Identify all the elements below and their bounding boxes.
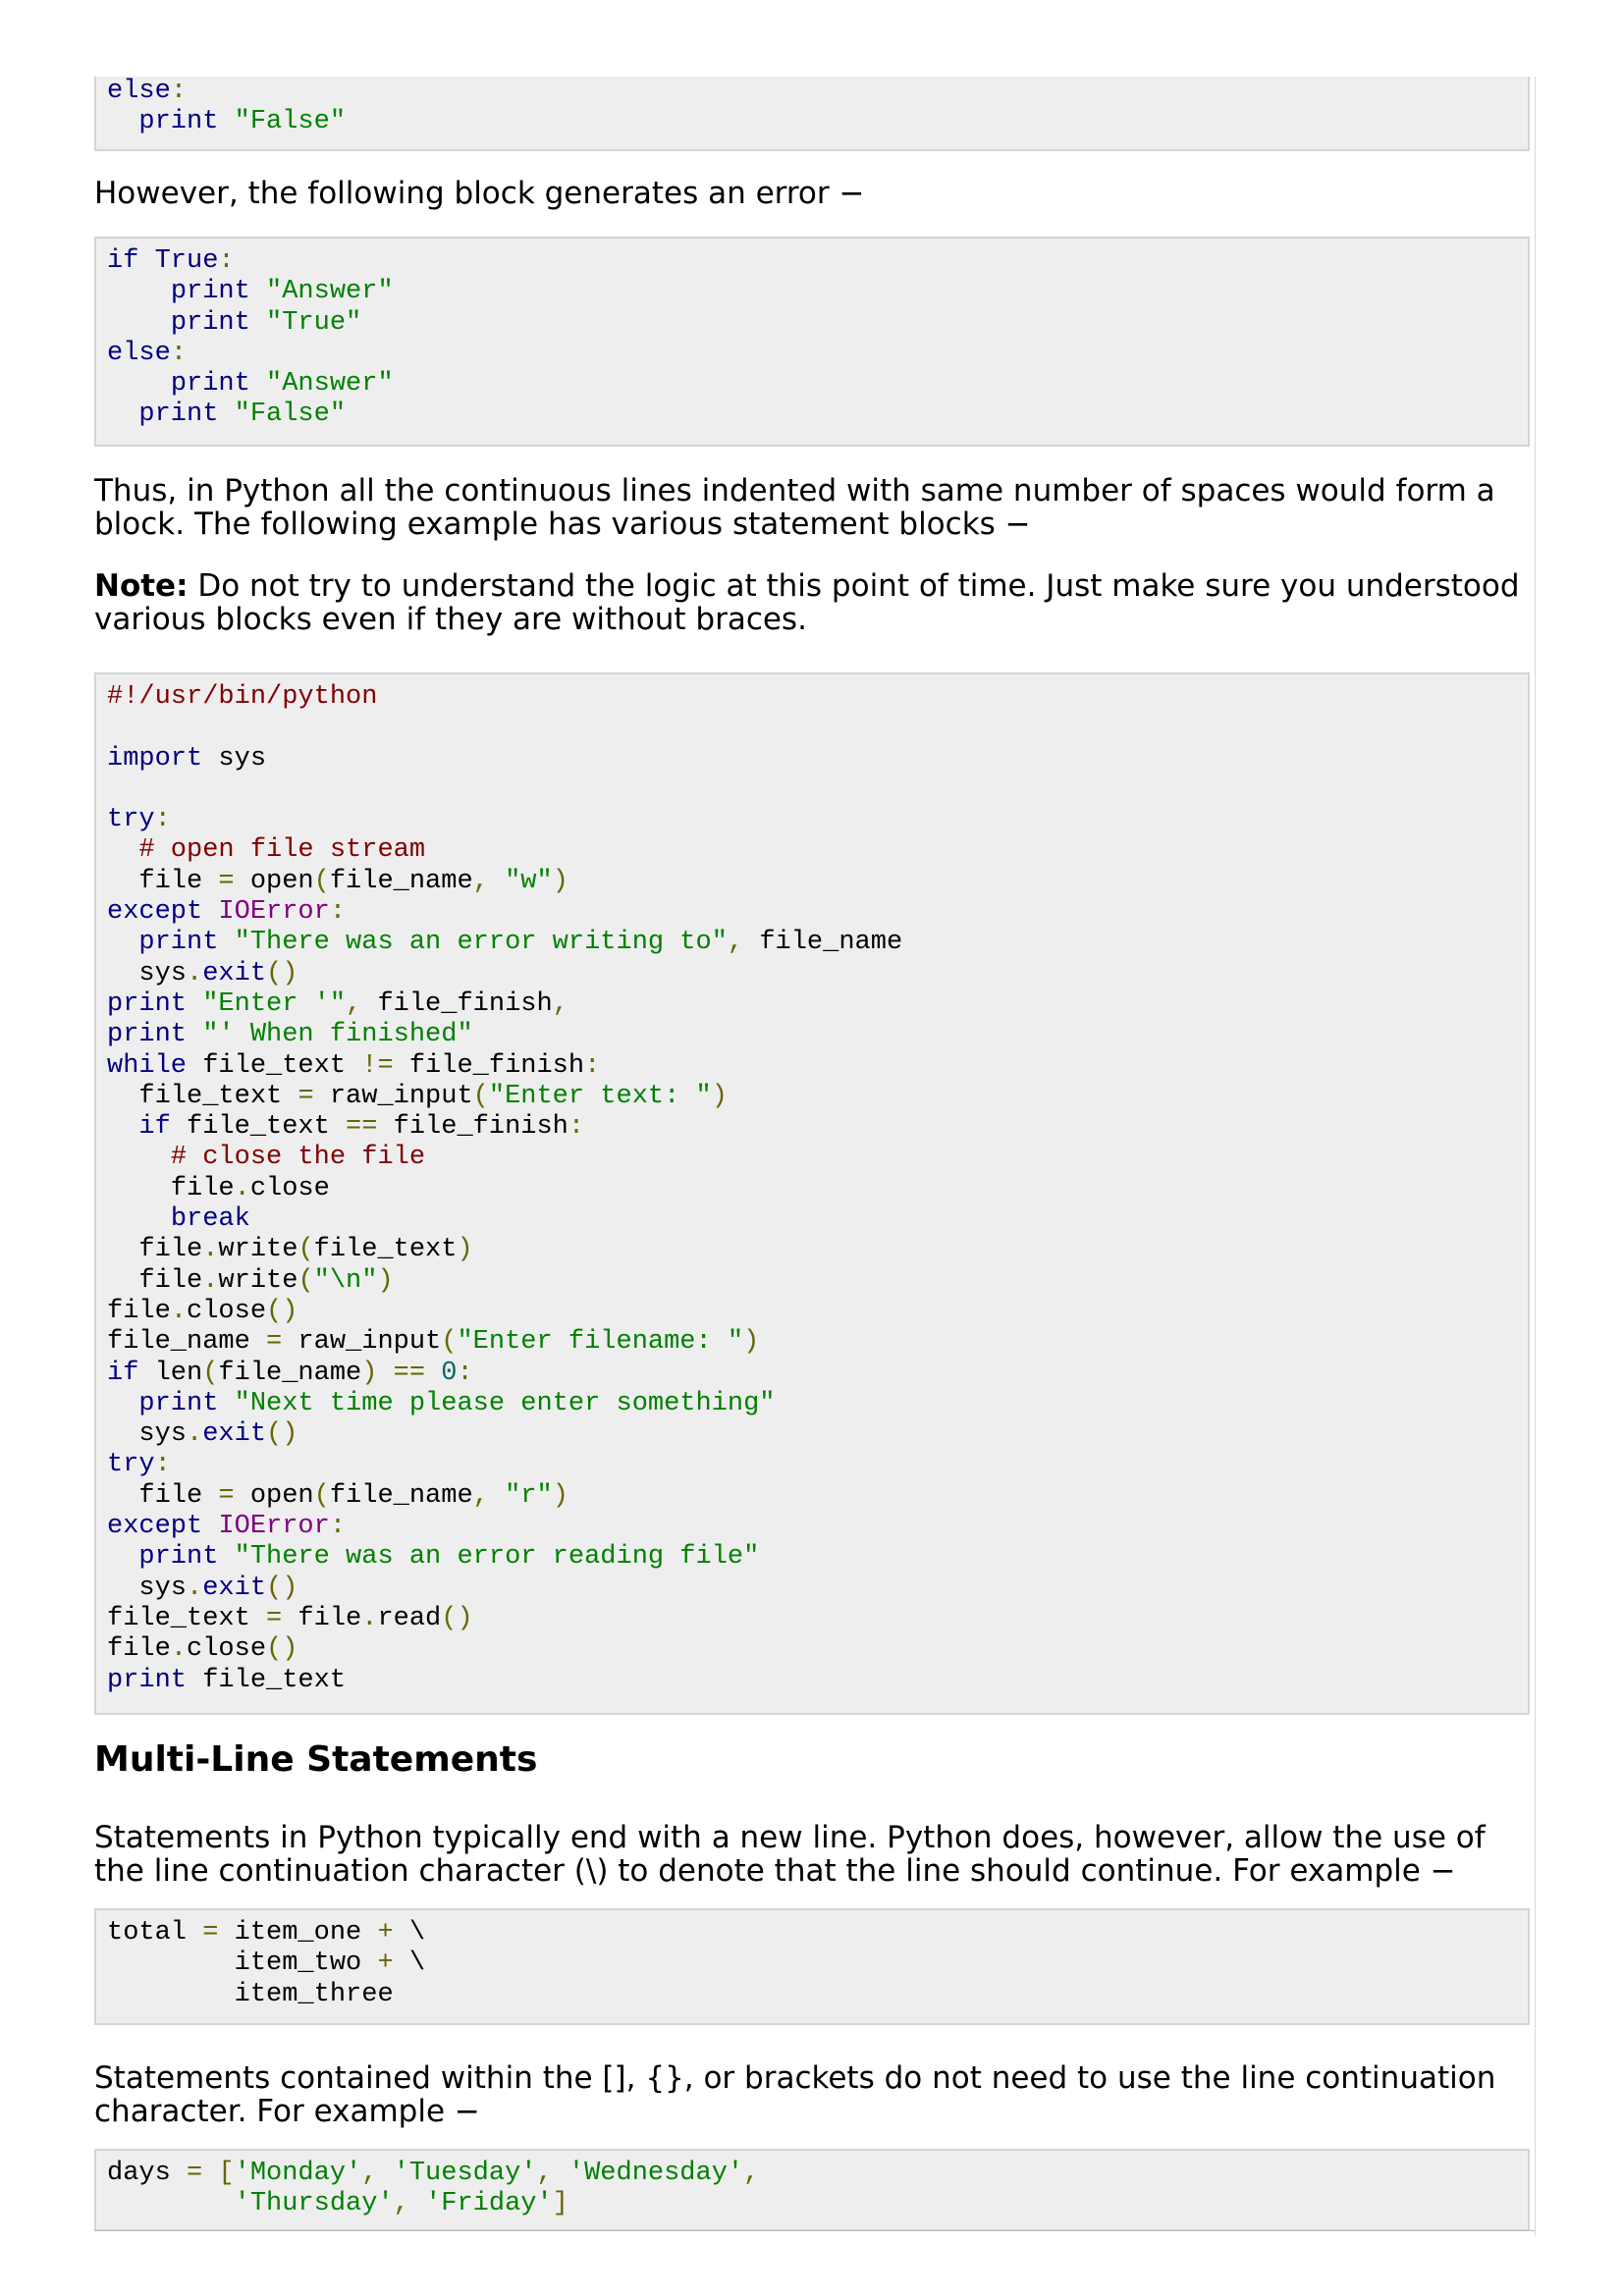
code-token: except [107, 1512, 203, 1542]
code-token: ( [298, 1235, 314, 1265]
code-token: , [472, 1480, 489, 1511]
code-block-if-true [94, 237, 1530, 447]
code-line [107, 1266, 1517, 1297]
code-token: total [107, 1918, 203, 1948]
code-token: file_name [743, 928, 903, 958]
code-token: IOError [218, 897, 330, 928]
code-token: "' When finished" [202, 1020, 473, 1050]
code-token: print [107, 1665, 188, 1695]
code-token: + [377, 1918, 394, 1948]
code-token: sys [107, 1573, 188, 1603]
code-token [187, 1020, 202, 1049]
code-token: "False" [234, 107, 347, 137]
code-line [107, 774, 1517, 805]
code-token: else [107, 338, 171, 368]
code-token: ) [552, 1480, 568, 1511]
paragraph-error-intro: However, the following block generates an error − [94, 176, 865, 211]
code-token: "There was an error reading file" [234, 1542, 760, 1573]
code-token [107, 1143, 171, 1172]
code-line [107, 107, 1517, 137]
code-token: file_text [170, 1112, 347, 1143]
code-token: open [234, 1480, 314, 1511]
code-token: ( [313, 866, 330, 896]
code-token: except [107, 897, 203, 928]
code-token: file [107, 1480, 219, 1511]
code-token: print [138, 107, 219, 137]
code-token: [ [218, 2159, 235, 2188]
code-token: : [457, 1358, 473, 1388]
paragraph-blocks-explanation: Thus, in Python all the continuous lines indented with same number of spaces would form a block. The following example has various statement blocks − [94, 473, 1495, 542]
code-line [107, 1980, 1517, 2010]
code-token: . [187, 1573, 203, 1603]
code-line [107, 1020, 1517, 1050]
code-token: ) [743, 1327, 760, 1358]
note-label: Note: [94, 568, 189, 604]
code-line [107, 989, 1517, 1020]
code-token: ( [472, 1081, 489, 1111]
code-token: "There was an error writing to" [234, 928, 728, 958]
code-token: file_text [107, 1603, 267, 1633]
code-token: ) [711, 1081, 728, 1111]
code-token: print [138, 400, 219, 430]
code-token: if [107, 1358, 139, 1388]
code-token: \ [393, 1949, 426, 1979]
code-token: : [170, 77, 188, 106]
code-token: days [107, 2159, 188, 2188]
paragraph-note [94, 570, 1535, 636]
code-token: exit [202, 958, 267, 988]
code-line [107, 835, 1517, 866]
code-line [107, 400, 1517, 430]
code-token: raw_input [313, 1081, 473, 1111]
code-token: , [552, 988, 568, 1019]
code-token: "True" [266, 307, 362, 338]
code-token: "Enter filename: " [457, 1327, 744, 1358]
code-token: print [107, 988, 188, 1019]
code-line [107, 1949, 1517, 1979]
code-line [107, 1542, 1517, 1573]
code-token [553, 2159, 568, 2188]
code-token: \ [393, 1918, 426, 1948]
code-token: file [107, 1296, 171, 1326]
code-token: close [249, 1173, 330, 1203]
code-token [409, 2189, 425, 2218]
code-line [107, 1604, 1517, 1634]
code-token [107, 928, 138, 957]
code-token: ( [313, 1480, 330, 1511]
code-token: print [138, 1542, 219, 1573]
code-line [107, 928, 1517, 958]
code-block-file-example [94, 672, 1530, 1715]
code-token [107, 369, 171, 399]
code-token [489, 1481, 505, 1511]
paragraph-line-continuation: Statements in Python typically end with a new line. Python does, however, allow the use of the line continuation character (\) to denote that the line should continue. For example − [94, 1820, 1486, 1889]
code-token: 'Monday' [234, 2159, 362, 2188]
code-token: file_name [218, 1358, 362, 1388]
code-token: . [170, 1634, 188, 1665]
code-token: ) [361, 1358, 378, 1388]
code-token: . [361, 1603, 378, 1633]
code-token: () [266, 1296, 298, 1326]
code-token: , [536, 2159, 553, 2188]
code-token: len [138, 1358, 203, 1388]
code-token: , [393, 2189, 409, 2219]
code-token: != [361, 1050, 394, 1081]
code-line [107, 1327, 1517, 1358]
code-line [107, 1204, 1517, 1235]
code-token: : [568, 1112, 585, 1143]
code-token: sys [107, 1419, 188, 1450]
code-token: 'Wednesday' [568, 2159, 744, 2188]
code-token: ] [552, 2189, 568, 2219]
code-token: sys [202, 743, 267, 774]
code-token: : [584, 1050, 601, 1081]
code-line [107, 1174, 1517, 1204]
code-token: = [218, 866, 235, 896]
code-token: item_two [107, 1949, 378, 1979]
code-block-else [94, 77, 1530, 151]
code-token [107, 1204, 171, 1234]
code-line [107, 1918, 1517, 1949]
code-token: = [266, 1327, 283, 1358]
code-token: , [743, 2159, 760, 2188]
code-token: # open file stream [138, 835, 426, 866]
code-line [107, 339, 1517, 369]
code-token: True [154, 246, 219, 276]
code-token [107, 277, 171, 306]
code-token: "Answer" [266, 277, 394, 307]
code-token: raw_input [282, 1327, 442, 1358]
code-token: #!/usr/bin/python [107, 682, 378, 712]
code-token: file_name [329, 1480, 473, 1511]
code-line [107, 1450, 1517, 1480]
code-line [107, 2159, 1517, 2189]
code-line [107, 1512, 1517, 1542]
code-token: print [170, 307, 250, 338]
code-token: . [187, 958, 203, 988]
code-token: file [107, 1173, 235, 1203]
code-token: IOError [218, 1512, 330, 1542]
code-line [107, 1235, 1517, 1265]
code-token: "w" [505, 866, 553, 896]
code-token: () [266, 1634, 298, 1665]
code-line [107, 959, 1517, 989]
code-token: ) [377, 1265, 394, 1296]
code-token [250, 277, 266, 306]
code-token: import [107, 743, 203, 774]
code-token [202, 1512, 218, 1541]
code-token [202, 2159, 218, 2188]
code-token: ( [202, 1358, 219, 1388]
code-line [107, 246, 1517, 277]
code-line [107, 1666, 1517, 1696]
code-line [107, 1359, 1517, 1389]
code-token: () [266, 1419, 298, 1450]
code-token [107, 1542, 138, 1572]
code-token: file_finish [377, 1112, 568, 1143]
code-token [377, 1359, 393, 1388]
code-token [138, 246, 154, 276]
page-bottom-rule [94, 2230, 1535, 2231]
code-token: open [234, 866, 314, 896]
code-token [107, 400, 138, 429]
code-token: break [170, 1204, 250, 1235]
code-token: ) [552, 866, 568, 896]
code-token: write [218, 1235, 298, 1265]
code-token [425, 1359, 441, 1388]
code-token [107, 835, 138, 865]
code-token [250, 308, 266, 338]
code-line [107, 744, 1517, 774]
code-token: : [170, 338, 188, 368]
code-token: if [107, 246, 139, 276]
code-token: "Enter '" [202, 988, 347, 1019]
code-token: else [107, 77, 171, 106]
code-line [107, 1112, 1517, 1143]
code-token: file [282, 1603, 362, 1633]
code-token [489, 867, 505, 896]
code-line [107, 682, 1517, 713]
code-token: print [170, 369, 250, 400]
code-token: file_finish [393, 1050, 585, 1081]
code-token: file [107, 1634, 171, 1665]
code-token: "Enter text: " [488, 1081, 712, 1111]
code-token [202, 897, 218, 927]
code-token: 'Friday' [425, 2189, 553, 2219]
code-token: item_one [218, 1918, 378, 1948]
code-token [218, 400, 234, 429]
code-token: file_finish [361, 988, 553, 1019]
code-token: + [377, 1949, 394, 1979]
code-token [107, 1112, 138, 1142]
paragraph-brackets: Statements contained within the [], {}, or brackets do not need to use the line continuation character. For example − [94, 2060, 1496, 2129]
code-line [107, 1634, 1517, 1665]
code-token [218, 107, 234, 136]
code-line [107, 1051, 1517, 1082]
code-token [107, 1389, 138, 1418]
code-token [250, 369, 266, 399]
code-token: . [187, 1419, 203, 1450]
code-block-total [94, 1908, 1530, 2025]
code-token: try [107, 1450, 155, 1480]
code-token: file_name [107, 1327, 267, 1358]
code-token: , [361, 2159, 378, 2188]
code-token: : [329, 1512, 347, 1542]
code-line [107, 369, 1517, 400]
code-token: "False" [234, 400, 347, 430]
code-token [107, 107, 138, 136]
code-token: () [266, 1573, 298, 1603]
code-token: "\n" [313, 1265, 378, 1296]
code-token: . [234, 1173, 250, 1203]
code-token: () [441, 1603, 473, 1633]
code-token: read [377, 1603, 442, 1633]
code-token: while [107, 1050, 188, 1081]
code-line [107, 1419, 1517, 1450]
code-token: : [218, 246, 235, 276]
code-token: print [170, 277, 250, 307]
code-line [107, 1082, 1517, 1112]
code-token: () [266, 958, 298, 988]
code-line [107, 308, 1517, 339]
code-token: . [202, 1265, 219, 1296]
code-token [187, 989, 202, 1019]
code-token: 'Tuesday' [393, 2159, 537, 2188]
code-token: 'Thursday' [234, 2189, 394, 2219]
code-token: exit [202, 1419, 267, 1450]
code-token: : [329, 897, 347, 928]
code-token: item_three [107, 1979, 394, 2009]
code-token: print [138, 928, 219, 958]
code-token: , [472, 866, 489, 896]
code-token: # close the file [170, 1143, 426, 1173]
code-token: ( [298, 1265, 314, 1296]
code-token: if [138, 1112, 171, 1143]
code-token: : [154, 1450, 171, 1480]
code-line [107, 1143, 1517, 1173]
code-token: file_text [313, 1235, 458, 1265]
code-token: : [154, 805, 171, 835]
code-token [218, 928, 234, 957]
section-heading-multi-line: Multi-Line Statements [94, 1739, 538, 1780]
code-token [107, 308, 171, 338]
code-token [218, 1542, 234, 1572]
code-line [107, 805, 1517, 835]
code-token: write [218, 1265, 298, 1296]
code-token: exit [202, 1573, 267, 1603]
code-line [107, 713, 1517, 743]
code-token: == [346, 1112, 378, 1143]
code-token: print [138, 1388, 219, 1418]
code-token: = [202, 1918, 219, 1948]
code-line [107, 2189, 1517, 2219]
code-block-days [94, 2149, 1530, 2231]
code-token: . [170, 1296, 188, 1326]
code-token: ( [441, 1327, 458, 1358]
code-token: , [346, 988, 362, 1019]
code-token: "Answer" [266, 369, 394, 400]
code-token: = [266, 1603, 283, 1633]
code-token: try [107, 805, 155, 835]
code-token [218, 1389, 234, 1418]
code-token: ) [457, 1235, 473, 1265]
code-token: file [107, 866, 219, 896]
code-token: == [393, 1358, 426, 1388]
code-token: file_text [187, 1050, 362, 1081]
code-token: = [187, 2159, 203, 2188]
code-line [107, 1389, 1517, 1419]
code-token: sys [107, 958, 188, 988]
code-line [107, 1481, 1517, 1512]
code-token: 0 [441, 1358, 458, 1388]
code-token: . [202, 1235, 219, 1265]
code-line [107, 897, 1517, 928]
code-token [107, 2189, 235, 2218]
code-line [107, 77, 1517, 107]
code-token: file_name [329, 866, 473, 896]
code-token: "Next time please enter something" [234, 1388, 776, 1418]
code-token: "r" [505, 1480, 553, 1511]
code-token [377, 2159, 393, 2188]
code-line [107, 1574, 1517, 1604]
code-line [107, 867, 1517, 897]
code-token: file_text [107, 1081, 298, 1111]
document-page [94, 77, 1536, 2236]
code-token: print [107, 1020, 188, 1050]
code-token: file_text [187, 1665, 347, 1695]
code-token: = [298, 1081, 314, 1111]
code-token: file [107, 1265, 203, 1296]
code-token: , [727, 928, 744, 958]
note-text: Do not try to understand the logic at this point of time. Just make sure you understood various blocks even if they are without braces. [94, 568, 1520, 637]
code-token: close [187, 1296, 267, 1326]
code-token: close [187, 1634, 267, 1665]
code-token: file [107, 1235, 203, 1265]
code-line [107, 277, 1517, 307]
code-token: = [218, 1480, 235, 1511]
code-line [107, 1297, 1517, 1327]
